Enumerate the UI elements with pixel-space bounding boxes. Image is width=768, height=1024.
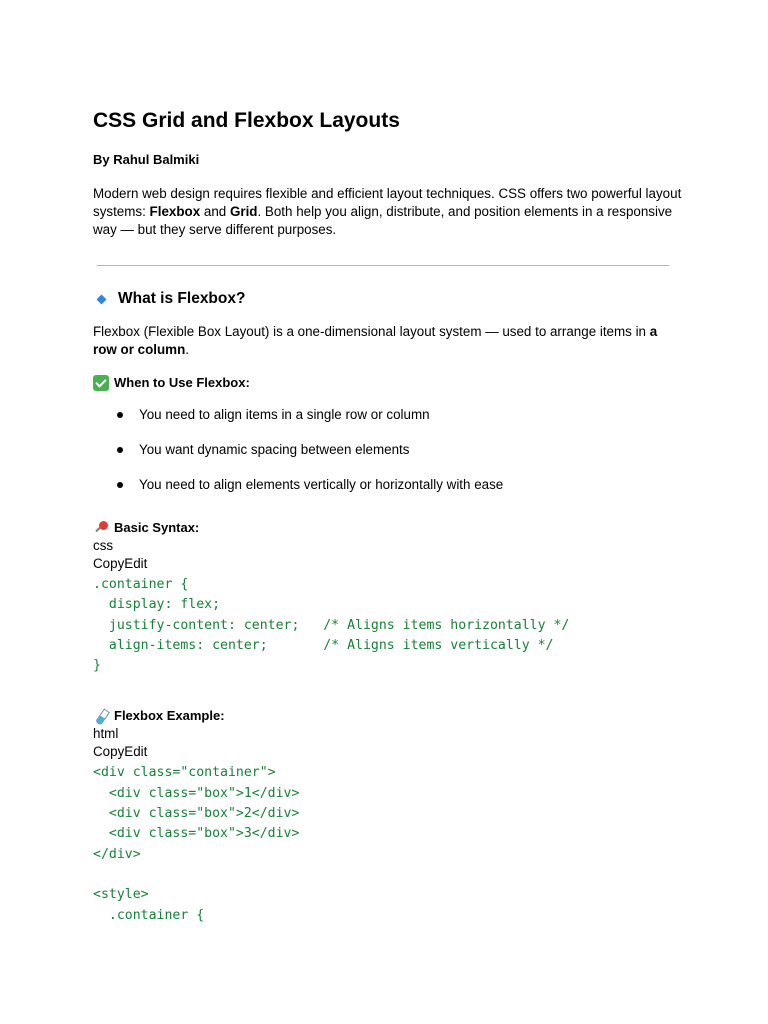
intro-text-before: Modern web design requires flexible and efficient layout techniques. CSS offers two powerful layout systems: [93, 186, 682, 219]
list-item-text: You want dynamic spacing between elements [139, 442, 410, 457]
when-heading-text: When to Use Flexbox: [114, 375, 250, 390]
example-code-block: <div class="container"> <div class="box">1</div> <div class="box">2</div> <div class="box">3</div> </div> <style> .container { [93, 765, 300, 923]
horizontal-divider [97, 265, 669, 266]
author-byline: By Rahul Balmiki [93, 152, 200, 167]
test-tube-icon [93, 708, 109, 724]
bullet-icon [117, 482, 123, 488]
small-blue-diamond-icon [97, 294, 107, 304]
copy-edit-label[interactable]: CopyEdit [93, 744, 148, 760]
code-language-label: html [93, 726, 119, 742]
document-title: CSS Grid and Flexbox Layouts [93, 109, 400, 132]
flexbox-example-heading [93, 707, 683, 725]
list-item-text: You need to align elements vertically or horizontally with ease [139, 477, 504, 492]
flexbox-heading-text: What is Flexbox? [118, 290, 246, 307]
flexbox-desc-bold: a row or column [93, 324, 658, 357]
when-to-use-list [93, 406, 683, 494]
list-item [93, 406, 683, 424]
flexbox-desc-before: Flexbox (Flexible Box Layout) is a one-dimensional layout system — used to arrange items in [93, 324, 650, 339]
when-to-use-heading [93, 374, 683, 392]
flexbox-section-heading [93, 289, 683, 309]
list-item-text: You need to align items in a single row or column [139, 407, 430, 422]
flexbox-description [93, 323, 683, 359]
copy-edit-label[interactable]: CopyEdit [93, 556, 148, 571]
intro-paragraph [93, 185, 683, 239]
syntax-code-block: .container { display: flex; justify-content: center; /* Aligns items horizontally */ align-items: center; /* Aligns items vertically */ } [93, 577, 570, 674]
flexbox-desc-after: . [185, 342, 189, 357]
document-page [93, 108, 683, 926]
example-heading-text: Flexbox Example: [114, 708, 225, 724]
check-mark-icon [93, 375, 109, 391]
intro-text-after: . Both help you align, distribute, and position elements in a responsive way — but they serve different purposes. [93, 204, 673, 237]
list-item [93, 476, 683, 494]
code-language-label: css [93, 538, 114, 553]
pushpin-icon [93, 520, 109, 536]
intro-grid-term: Grid [229, 204, 258, 219]
list-item [93, 441, 683, 459]
bullet-icon [117, 447, 123, 453]
bullet-icon [117, 412, 123, 418]
intro-flexbox-term: Flexbox [149, 204, 201, 219]
syntax-heading-text: Basic Syntax: [114, 520, 200, 535]
intro-text-and: and [200, 204, 230, 219]
basic-syntax-heading [93, 519, 683, 537]
